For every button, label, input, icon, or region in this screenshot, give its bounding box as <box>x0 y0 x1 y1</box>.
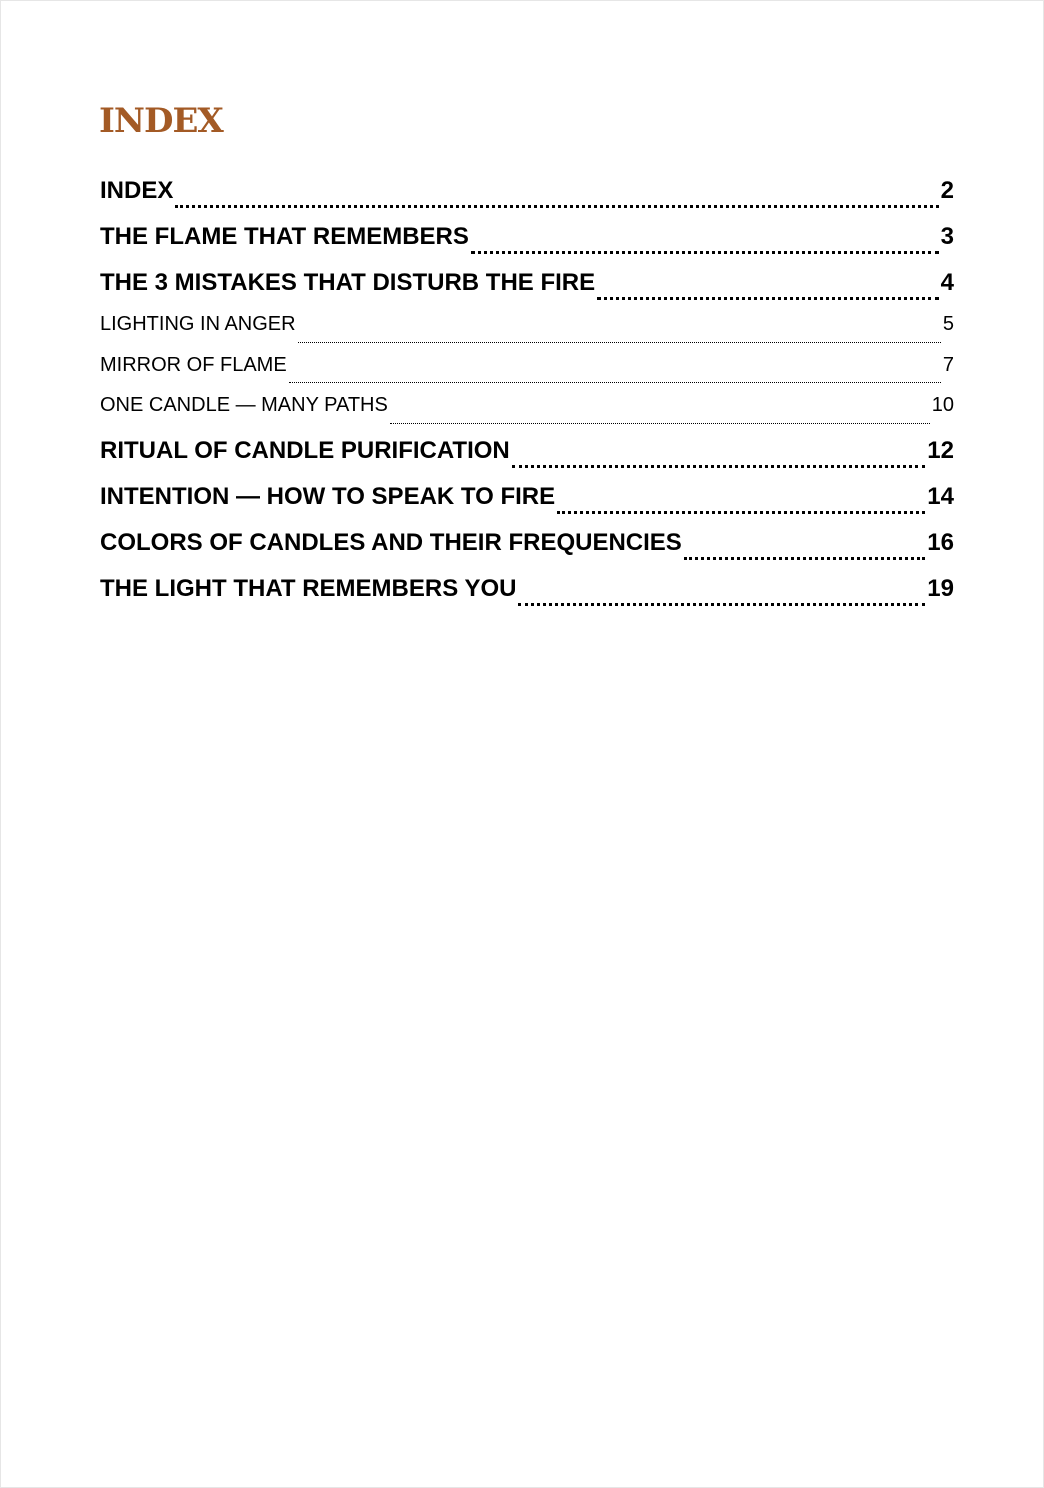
toc-page-number: 10 <box>931 394 954 416</box>
dot-leader <box>289 350 941 391</box>
dot-leader <box>597 263 939 309</box>
dot-leader <box>512 431 926 477</box>
toc-entry-title: THE 3 MISTAKES THAT DISTURB THE FIRE <box>100 269 596 296</box>
toc-entry-three-mistakes[interactable] <box>100 263 954 309</box>
toc-entry-title: THE LIGHT THAT REMEMBERS YOU <box>100 574 517 602</box>
toc-entry-colors-of-candles[interactable] <box>100 523 954 569</box>
toc-entry-title: THE FLAME THAT REMEMBERS <box>100 223 469 250</box>
toc-entry-title: LIGHTING IN ANGER <box>100 313 296 335</box>
index-heading: INDEX <box>99 101 223 141</box>
toc-page-number: 7 <box>942 353 954 376</box>
toc-page-number: 5 <box>942 313 954 335</box>
toc-entry-title: ONE CANDLE — MANY PATHS <box>100 394 388 416</box>
toc-page-number: 12 <box>927 436 954 464</box>
toc-entry-title: RITUAL OF CANDLE PURIFICATION <box>100 436 510 464</box>
toc-entry-title: COLORS OF CANDLES AND THEIR FREQUENCIES <box>100 528 682 556</box>
dot-leader <box>684 523 925 569</box>
toc-entry-mirror-of-flame[interactable] <box>100 350 954 391</box>
dot-leader <box>298 309 941 350</box>
toc-page-number: 2 <box>940 177 954 204</box>
dot-leader <box>175 171 938 217</box>
toc-entry-intention[interactable] <box>100 477 954 523</box>
toc-entry-ritual-of-purification[interactable] <box>100 431 954 477</box>
toc-page-number: 4 <box>940 269 954 296</box>
toc-page-number: 3 <box>940 223 954 250</box>
toc-entry-one-candle-many-paths[interactable] <box>100 390 954 431</box>
table-of-contents <box>100 171 954 615</box>
toc-entry-index[interactable] <box>100 171 954 217</box>
toc-entry-title: INTENTION — HOW TO SPEAK TO FIRE <box>100 482 556 510</box>
dot-leader <box>390 390 930 431</box>
dot-leader <box>518 569 925 615</box>
toc-entry-title: MIRROR OF FLAME <box>100 353 287 376</box>
toc-entry-flame-that-remembers[interactable] <box>100 217 954 263</box>
toc-page-number: 16 <box>927 528 954 556</box>
toc-page-number: 14 <box>927 482 954 510</box>
toc-entry-lighting-in-anger[interactable] <box>100 309 954 350</box>
toc-entry-title: INDEX <box>100 177 174 204</box>
toc-page-number: 19 <box>927 574 954 602</box>
dot-leader <box>471 217 939 263</box>
dot-leader <box>557 477 925 523</box>
toc-entry-light-that-remembers-you[interactable] <box>100 569 954 615</box>
